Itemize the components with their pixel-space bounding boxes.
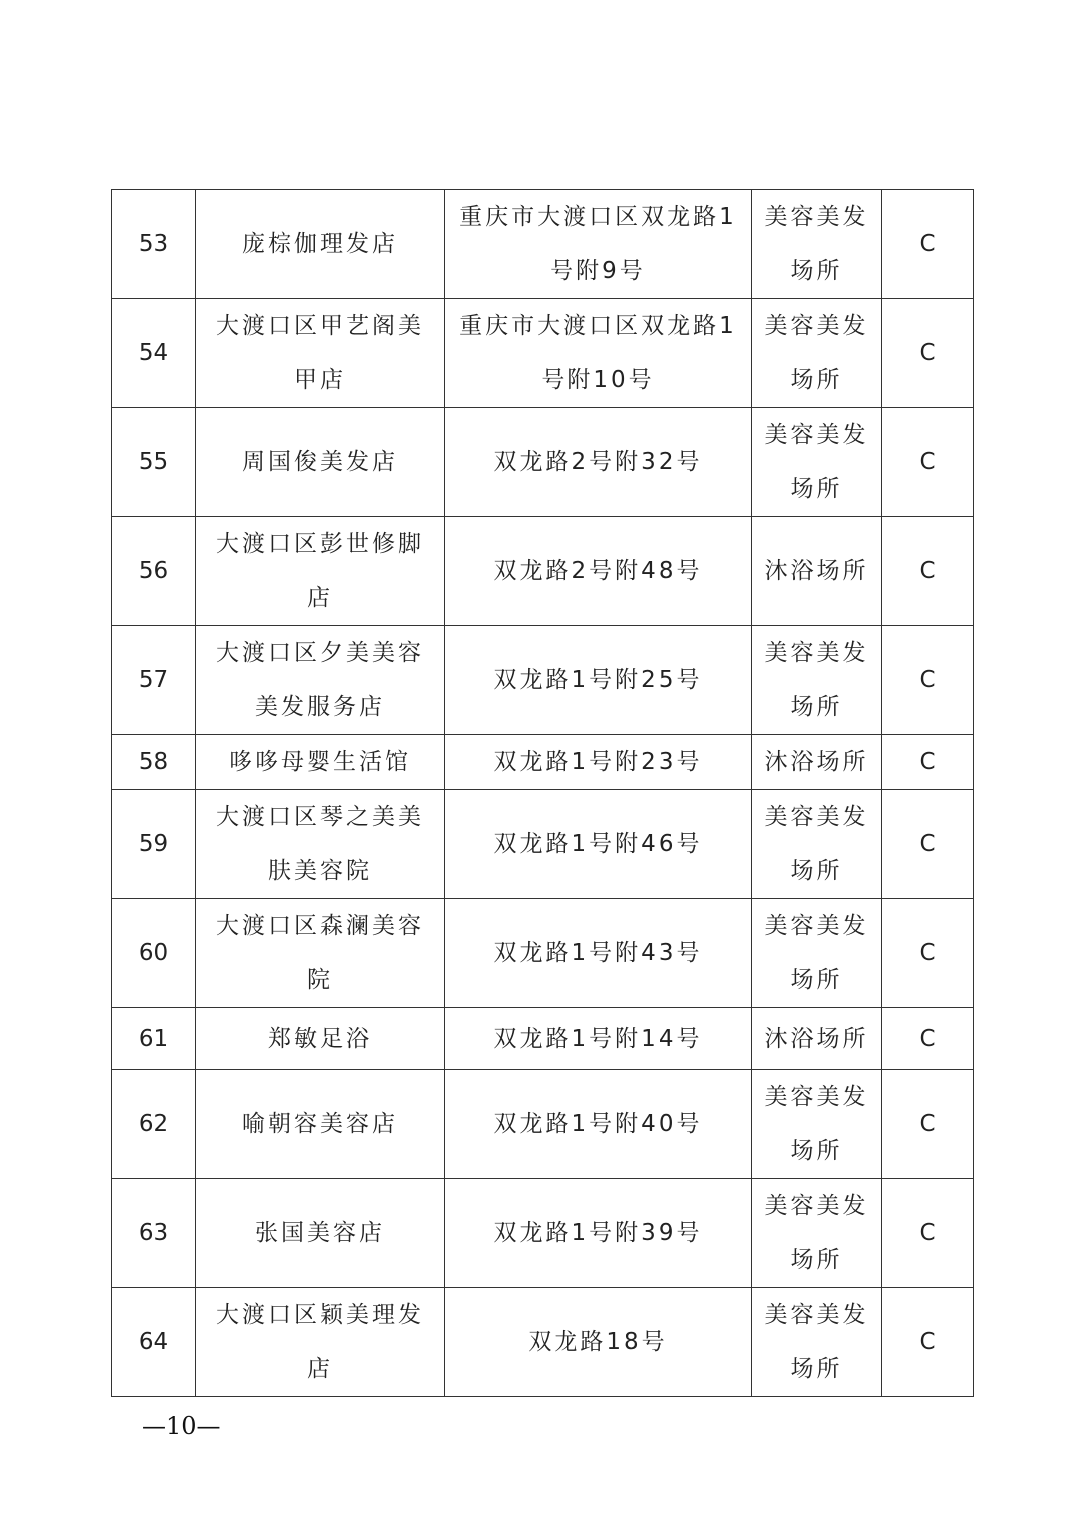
establishment-level: C	[882, 1179, 974, 1288]
table-body	[112, 190, 974, 1397]
row-number: 54	[112, 299, 196, 408]
establishment-type: 美容美发场所	[752, 1288, 882, 1397]
table-row	[112, 408, 974, 517]
establishment-address: 双龙路18号	[445, 1288, 752, 1397]
establishment-type: 沐浴场所	[752, 517, 882, 626]
establishment-name: 大渡口区夕美美容美发服务店	[196, 626, 445, 735]
table-row	[112, 517, 974, 626]
establishment-type: 沐浴场所	[752, 735, 882, 790]
establishment-name: 郑敏足浴	[196, 1008, 445, 1070]
establishment-level: C	[882, 790, 974, 899]
establishment-type: 美容美发场所	[752, 1070, 882, 1179]
row-number: 57	[112, 626, 196, 735]
table-row	[112, 190, 974, 299]
establishment-name: 大渡口区琴之美美肤美容院	[196, 790, 445, 899]
table-row	[112, 1070, 974, 1179]
establishment-type: 美容美发场所	[752, 626, 882, 735]
establishment-table-container	[111, 189, 973, 1397]
establishment-name: 庞棕伽理发店	[196, 190, 445, 299]
establishment-name: 喻朝容美容店	[196, 1070, 445, 1179]
row-number: 60	[112, 899, 196, 1008]
establishment-type: 沐浴场所	[752, 1008, 882, 1070]
row-number: 63	[112, 1179, 196, 1288]
establishment-name: 大渡口区甲艺阁美甲店	[196, 299, 445, 408]
establishment-address: 双龙路1号附46号	[445, 790, 752, 899]
establishment-level: C	[882, 299, 974, 408]
establishment-address: 双龙路1号附39号	[445, 1179, 752, 1288]
establishment-level: C	[882, 517, 974, 626]
establishment-level: C	[882, 1008, 974, 1070]
establishment-type: 美容美发场所	[752, 299, 882, 408]
table-row	[112, 626, 974, 735]
table-row	[112, 735, 974, 790]
establishment-address: 双龙路2号附48号	[445, 517, 752, 626]
table-row	[112, 790, 974, 899]
establishment-type: 美容美发场所	[752, 190, 882, 299]
row-number: 58	[112, 735, 196, 790]
establishment-name: 哆哆母婴生活馆	[196, 735, 445, 790]
establishment-name: 张国美容店	[196, 1179, 445, 1288]
establishment-type: 美容美发场所	[752, 899, 882, 1008]
establishment-name: 周国俊美发店	[196, 408, 445, 517]
establishment-level: C	[882, 735, 974, 790]
row-number: 56	[112, 517, 196, 626]
establishment-name: 大渡口区彭世修脚店	[196, 517, 445, 626]
establishment-address: 重庆市大渡口区双龙路1号附9号	[445, 190, 752, 299]
table-row	[112, 1179, 974, 1288]
establishment-level: C	[882, 899, 974, 1008]
establishment-name: 大渡口区森澜美容院	[196, 899, 445, 1008]
establishment-address: 双龙路1号附14号	[445, 1008, 752, 1070]
row-number: 61	[112, 1008, 196, 1070]
row-number: 53	[112, 190, 196, 299]
row-number: 64	[112, 1288, 196, 1397]
establishment-level: C	[882, 190, 974, 299]
table-row	[112, 899, 974, 1008]
establishment-name: 大渡口区颖美理发店	[196, 1288, 445, 1397]
establishment-type: 美容美发场所	[752, 408, 882, 517]
establishment-address: 重庆市大渡口区双龙路1号附10号	[445, 299, 752, 408]
establishment-address: 双龙路1号附23号	[445, 735, 752, 790]
establishment-level: C	[882, 1070, 974, 1179]
establishment-type: 美容美发场所	[752, 790, 882, 899]
establishment-level: C	[882, 408, 974, 517]
row-number: 55	[112, 408, 196, 517]
establishment-table	[111, 189, 974, 1397]
establishment-level: C	[882, 626, 974, 735]
table-row	[112, 1288, 974, 1397]
table-row	[112, 1008, 974, 1070]
page-number: —10—	[142, 1412, 221, 1440]
establishment-address: 双龙路1号附43号	[445, 899, 752, 1008]
establishment-level: C	[882, 1288, 974, 1397]
establishment-address: 双龙路2号附32号	[445, 408, 752, 517]
row-number: 62	[112, 1070, 196, 1179]
establishment-address: 双龙路1号附25号	[445, 626, 752, 735]
table-row	[112, 299, 974, 408]
establishment-address: 双龙路1号附40号	[445, 1070, 752, 1179]
row-number: 59	[112, 790, 196, 899]
establishment-type: 美容美发场所	[752, 1179, 882, 1288]
